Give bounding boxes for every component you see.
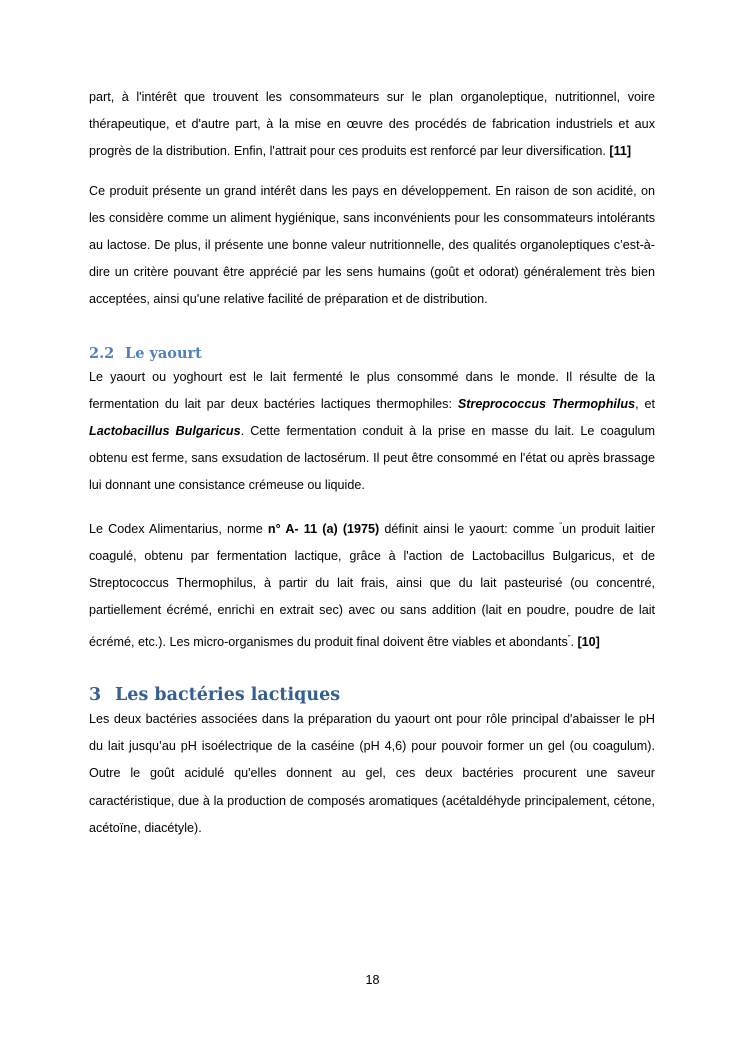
bacteria-name-lactobacillus: Lactobacillus Bulgaricus <box>89 424 241 439</box>
paragraph-text: Ce produit présente un grand intérêt dans les pays en développement. En raison de son acidité, on les considère comme un aliment hygiénique, sans inconvénients pour les consommateurs intolérants au lactose. De plus, il présente une bonne valeur nutritionnelle, des qualités organoleptiques c’est-à-dire un critère pouvant être apprécié par les sens humains (goût et odorat) généralement très bien acceptées, ainsi qu'une relative facilité de préparation et de distribution. <box>89 183 655 307</box>
reference-citation: [10] <box>577 634 600 649</box>
quote-open: “ <box>559 520 563 530</box>
section-heading-yaourt <box>89 344 655 364</box>
bacteria-name-streptococcus: Streprococcus Thermophilus <box>457 396 636 411</box>
section-number: 3 <box>89 685 102 706</box>
paragraph-consumer-interest <box>89 84 655 166</box>
paragraph-text: Le Codex Alimentarius, norme <box>89 521 268 536</box>
paragraph-text: , et <box>635 396 655 411</box>
document-page <box>89 84 655 842</box>
quote-close: ” <box>567 633 571 643</box>
paragraph-text: part, à l'intérêt que trouvent les consommateurs sur le plan organoleptique, nutritionnel, voire thérapeutique, et d'autre part, à la mise en œuvre des procédés de fabrication industriels et aux progrès de la distribution. Enfin, l'attrait pour ces produits est renforcé par leur diversification. <box>89 90 655 159</box>
page-number: 18 <box>365 973 380 987</box>
section-number: 2.2 <box>89 344 115 362</box>
paragraph-bacteria-role <box>89 706 655 842</box>
paragraph-text: . Cette fermentation conduit à la prise en masse du lait. Le coagulum obtenu est ferme, sans exsudation de lactosérum. Il peut être consommé en l'état ou après brassage lui donnant une consistance crémeuse ou liquide. <box>89 424 655 493</box>
reference-citation: [11] <box>609 144 632 159</box>
paragraph-text: Le yaourt ou yoghourt est le lait fermenté le plus consommé dans le monde. Il résulte de la fermentation du lait par deux bactéries lactiques thermophiles: <box>89 369 655 411</box>
paragraph-text: un produit laitier coagulé, obtenu par fermentation lactique, grâce à l'action de Lactobacillus Bulgaricus, et de Streptococcus Thermophilus, à partir du lait frais, ainsi que du lait pasteurisé (ou concentré, partiellement écrémé, enrichi en extrait sec) avec ou sans addition (lait en poudre, poudre de lait écrémé, etc.). Les micro-organismes du produit final doivent être viables et abondants <box>89 521 656 649</box>
paragraph-text: définit ainsi le yaourt: comme <box>379 521 560 536</box>
section-title: Le yaourt <box>125 344 202 362</box>
paragraph-yaourt-definition <box>89 364 655 500</box>
paragraph-developing-countries <box>89 178 655 314</box>
paragraph-codex-definition <box>89 512 655 656</box>
paragraph-text: . <box>570 634 578 649</box>
section-heading-bacteries <box>89 684 655 706</box>
paragraph-text: Les deux bactéries associées dans la préparation du yaourt ont pour rôle principal d'abaisser le pH du lait jusqu’au pH isoélectrique de la caséine (pH 4,6) pour pouvoir former un gel (ou coagulum). Outre le goût acidulé qu'elles donnent au gel, ces deux bactéries procurent une saveur caractéristique, due à la production de composés aromatiques (acétaldéhyde principalement, cétone, acétoïne, diacétyle). <box>89 712 655 835</box>
section-title: Les bactéries lactiques <box>115 685 341 706</box>
codex-norm: n° A- 11 (a) (1975) <box>267 521 380 536</box>
